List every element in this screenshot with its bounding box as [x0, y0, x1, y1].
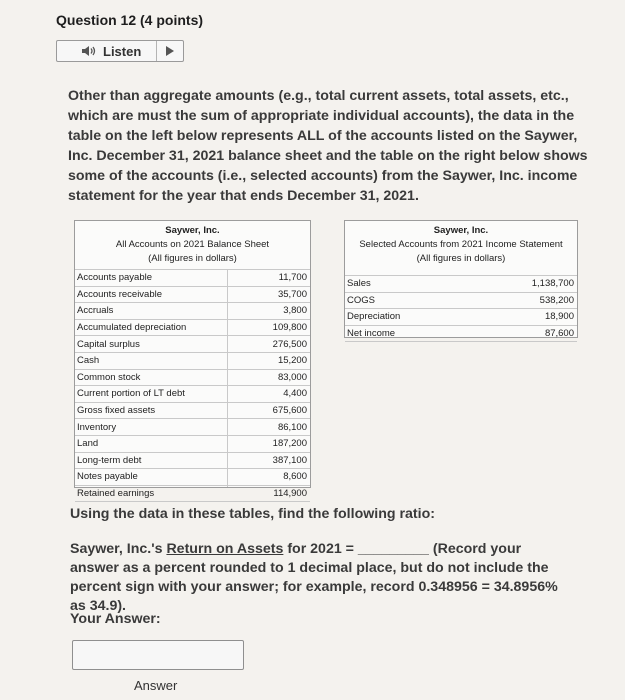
table-row — [75, 402, 310, 419]
row-value: 18,900 — [544, 311, 574, 323]
row-label: Retained earnings — [77, 488, 155, 500]
question-title: Question 12 (4 points) — [56, 12, 204, 28]
row-label: Capital surplus — [77, 338, 140, 350]
balance-sheet-table — [74, 220, 311, 500]
row-value: 538,200 — [539, 294, 574, 306]
row-value: 15,200 — [277, 355, 307, 367]
table-row — [345, 308, 577, 325]
income-statement-subtitle: Selected Accounts from 2021 Income Statement — [359, 239, 563, 250]
row-label: Long-term debt — [77, 454, 142, 466]
table-row — [345, 275, 577, 292]
row-label: Notes payable — [77, 471, 138, 483]
table-row — [75, 286, 310, 303]
income-statement-table — [344, 220, 578, 338]
play-icon — [166, 46, 174, 56]
income-statement-company: Saywer, Inc. — [433, 225, 489, 236]
row-value: 86,100 — [277, 421, 307, 433]
row-label: Depreciation — [347, 311, 401, 323]
table-row — [75, 352, 310, 369]
table-row — [75, 435, 310, 452]
income-statement-rows — [345, 275, 577, 342]
row-value: 387,100 — [272, 454, 307, 466]
row-label: Common stock — [77, 371, 141, 383]
table-row — [345, 292, 577, 309]
income-statement-note: (All figures in dollars) — [416, 253, 506, 264]
listen-main[interactable] — [57, 41, 156, 61]
row-label: Net income — [347, 327, 396, 339]
row-value: 187,200 — [272, 438, 307, 450]
table-row — [75, 385, 310, 402]
table-row — [75, 269, 310, 286]
balance-sheet-company: Saywer, Inc. — [165, 225, 220, 236]
row-value: 276,500 — [272, 338, 307, 350]
prompt-prefix: Saywer, Inc.'s — [70, 541, 167, 557]
row-label: Accumulated depreciation — [77, 322, 187, 334]
row-value: 3,800 — [283, 305, 307, 317]
row-value: 87,600 — [544, 327, 574, 339]
row-value: 109,800 — [272, 322, 307, 334]
balance-sheet-header — [75, 221, 310, 266]
table-row — [75, 418, 310, 435]
row-label: COGS — [347, 294, 375, 306]
table-row — [75, 485, 310, 503]
balance-sheet-subtitle: All Accounts on 2021 Balance Sheet — [115, 239, 270, 250]
row-value: 114,900 — [273, 488, 307, 500]
row-label: Sales — [347, 278, 371, 290]
table-row — [75, 302, 310, 319]
answer-input[interactable] — [72, 640, 244, 670]
row-value: 83,000 — [277, 371, 307, 383]
row-label: Land — [77, 438, 99, 450]
table-row — [75, 452, 310, 469]
row-label: Inventory — [77, 421, 117, 433]
row-label: Accounts payable — [77, 272, 152, 284]
table-row — [75, 369, 310, 386]
balance-sheet-note: (All figures in dollars) — [148, 253, 237, 264]
table-row — [75, 319, 310, 336]
ratio-name: Return on Assets — [166, 541, 284, 557]
row-value: 4,400 — [283, 388, 307, 400]
table-row — [345, 325, 577, 343]
row-value: 11,700 — [278, 272, 307, 284]
income-statement-header — [345, 221, 577, 266]
row-value: 675,600 — [272, 405, 307, 417]
row-label: Current portion of LT debt — [77, 388, 185, 400]
prompt-suffix: for 2021 = _________ (Record your answer as a percent rounded to 1 decimal place, but do not include the percent sign with your answer; for example, record 0.348956 = 34.8956% as 34.9). — [70, 541, 558, 614]
row-value: 8,600 — [283, 471, 307, 483]
balance-sheet-rows — [75, 269, 310, 502]
ratio-heading: Using the data in these tables, find the following ratio: — [70, 506, 435, 522]
your-answer-label: Your Answer: — [70, 611, 161, 627]
row-label: Accounts receivable — [77, 288, 163, 300]
row-value: 1,138,700 — [531, 278, 574, 290]
row-value: 35,700 — [277, 288, 307, 300]
row-label: Cash — [77, 355, 100, 367]
listen-label: Listen — [103, 43, 142, 59]
listen-button[interactable] — [56, 40, 184, 62]
table-row — [75, 335, 310, 352]
ratio-prompt — [70, 540, 570, 616]
row-label: Accruals — [77, 305, 114, 317]
table-row — [75, 468, 310, 485]
answer-caption: Answer — [134, 678, 178, 693]
row-label: Gross fixed assets — [77, 405, 156, 417]
question-intro: Other than aggregate amounts (e.g., total current assets, total assets, etc., which are must the sum of appropriate individual accounts), the data in the table on the left below represents ALL of the accounts listed on the Saywer, Inc. December 31, 2021 balance sheet and the table on the right below shows some of the accounts (i.e., selected accounts) from the Saywer, Inc. income statement for the year that ends December 31, 2021. — [68, 88, 588, 204]
play-button[interactable] — [156, 41, 183, 61]
speaker-icon — [81, 45, 97, 57]
